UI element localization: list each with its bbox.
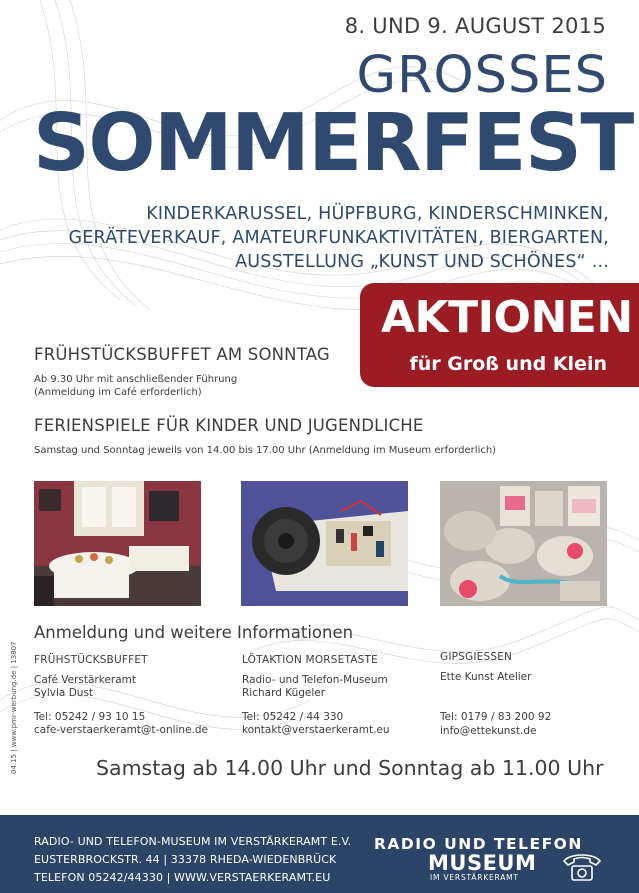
cafe-buffet-photo: [34, 481, 201, 606]
column-heading: FRÜHSTÜCKSBUFFET: [34, 654, 148, 666]
brunch-line2: (Anmeldung im Café erforderlich): [34, 387, 202, 398]
electronics-kit-photo: [241, 481, 408, 606]
aktionen-subtitle: für Groß und Klein: [409, 353, 607, 375]
footer-address: EUSTERBROCKSTR. 44 | 33378 RHEDA-WIEDENBRÜCK: [34, 853, 337, 866]
footer-contact[interactable]: TELEFON 05242/44330 | WWW.VERSTAERKERAMT.EU: [34, 871, 331, 884]
column-line2: Richard Kügeler: [242, 687, 326, 699]
logo-line2: MUSEUM: [428, 851, 537, 875]
subtitle-line2: GERÄTEVERKAUF, AMATEURFUNKAKTIVITÄTEN, BIERGARTEN,: [68, 228, 609, 248]
info-title: Anmeldung und weitere Informationen: [34, 623, 354, 642]
info-column-3: [440, 651, 551, 738]
logo-line1: RADIO UND TELEFON: [374, 835, 583, 853]
print-credit: 04.15 | www.pmr-werbung.de | 13807: [10, 641, 18, 774]
opening-times: Samstag ab 14.00 Uhr und Sonntag ab 11.00 Uhr: [96, 756, 604, 780]
brunch-line1: Ab 9.30 Uhr mit anschließender Führung: [34, 374, 238, 385]
info-column-1: [34, 654, 208, 738]
subtitle-line1: KINDERKARUSSEL, HÜPFBURG, KINDERSCHMINKEN,: [146, 204, 609, 224]
column-phone: Tel: 05242 / 44 330: [242, 710, 344, 723]
subtitle-line3: AUSSTELLUNG „KUNST UND SCHÖNES“ ...: [235, 252, 609, 272]
column-line1: Ette Kunst Atelier: [440, 670, 532, 683]
column-line1: Radio- und Telefon-Museum: [242, 673, 388, 686]
plaster-art-photo: [440, 481, 607, 606]
column-heading: LÖTAKTION MORSETASTE: [242, 654, 378, 666]
column-line1: Café Verstärkeramt: [34, 673, 137, 686]
title-line1: GROSSES: [356, 46, 608, 105]
column-email[interactable]: cafe-verstaerkeramt@t-online.de: [34, 724, 209, 736]
brunch-heading: FRÜHSTÜCKSBUFFET AM SONNTAG: [34, 345, 330, 364]
event-date: 8. UND 9. AUGUST 2015: [344, 14, 606, 38]
column-email[interactable]: info@ettekunst.de: [440, 724, 537, 737]
telephone-icon: [560, 851, 604, 883]
title-line2: SOMMERFEST: [33, 97, 633, 189]
ferienspiele-heading: FERIENSPIELE FÜR KINDER UND JUGENDLICHE: [34, 416, 424, 435]
footer-org-name: RADIO- UND TELEFON-MUSEUM IM VERSTÄRKERAMT E.V.: [34, 835, 352, 848]
logo-line3: IM VERSTÄRKERAMT: [430, 873, 519, 882]
ferienspiele-line1: Samstag und Sonntag jeweils von 14.00 bis 17.00 Uhr (Anmeldung im Museum erforderlich): [34, 445, 497, 456]
column-heading: GIPSGIESSEN: [440, 651, 513, 663]
column-email[interactable]: kontakt@verstaerkeramt.eu: [242, 724, 390, 736]
column-phone: Tel: 05242 / 93 10 15: [34, 710, 146, 723]
info-column-2: [242, 654, 390, 738]
aktionen-title: AKTIONEN: [381, 292, 633, 343]
column-line2: Sylvia Dust: [34, 687, 94, 699]
column-phone: Tel: 0179 / 83 200 92: [440, 711, 552, 723]
